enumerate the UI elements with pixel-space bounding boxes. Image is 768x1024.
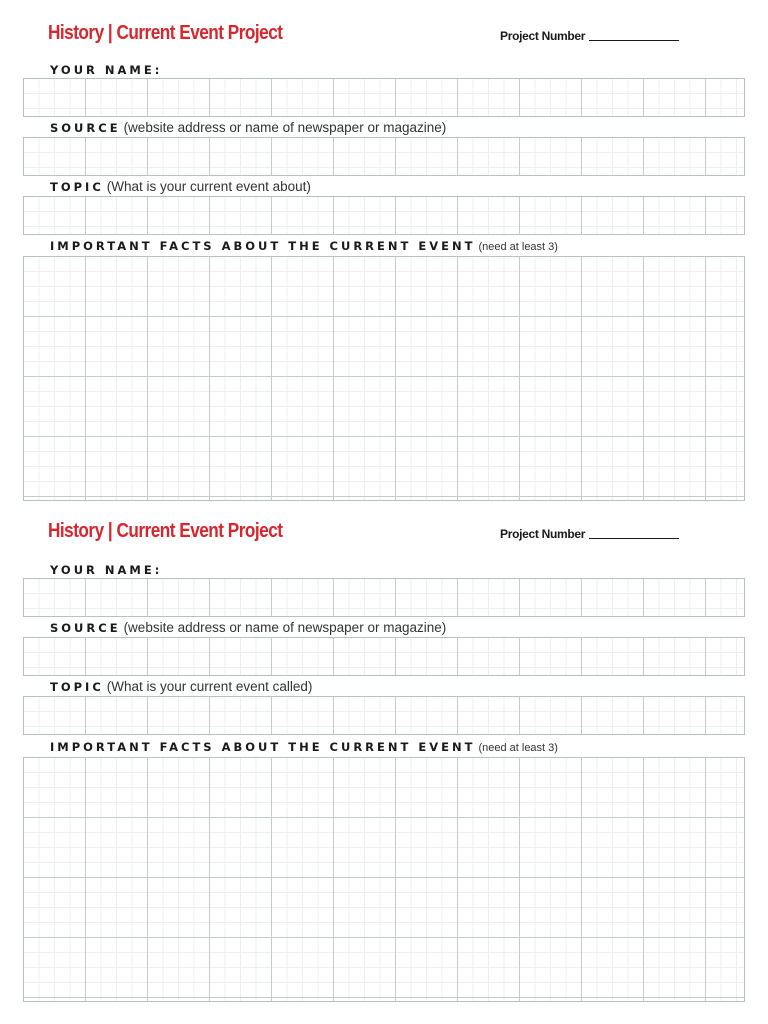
- your-name-grid[interactable]: [23, 578, 745, 617]
- topic-label: TOPIC: [50, 680, 104, 694]
- page-title: History | Current Event Project: [48, 520, 283, 542]
- project-number-field[interactable]: [500, 29, 679, 43]
- topic-hint: (What is your current event called): [106, 679, 313, 694]
- your-name-label: YOUR NAME:: [50, 63, 163, 77]
- project-number-blank[interactable]: [589, 40, 679, 41]
- facts-hint: (need at least 3): [478, 241, 558, 253]
- facts-hint: (need at least 3): [478, 742, 558, 754]
- source-label: SOURCE: [50, 121, 121, 135]
- source-grid[interactable]: [23, 137, 745, 176]
- topic-grid[interactable]: [23, 196, 745, 235]
- facts-label: IMPORTANT FACTS ABOUT THE CURRENT EVENT: [50, 239, 476, 253]
- topic-grid[interactable]: [23, 696, 745, 735]
- source-label-row: [50, 621, 446, 635]
- facts-grid[interactable]: [23, 256, 745, 501]
- topic-label: TOPIC: [50, 180, 104, 194]
- source-hint: (website address or name of newspaper or magazine): [123, 620, 447, 635]
- source-grid[interactable]: [23, 637, 745, 676]
- topic-hint: (What is your current event about): [106, 179, 311, 194]
- your-name-label: YOUR NAME:: [50, 563, 163, 577]
- project-number-label: Project Number: [500, 527, 586, 541]
- topic-label-row: [50, 680, 312, 694]
- project-number-blank[interactable]: [589, 538, 679, 539]
- topic-label-row: [50, 180, 311, 194]
- source-label: SOURCE: [50, 621, 121, 635]
- facts-label-row: [50, 740, 558, 755]
- your-name-grid[interactable]: [23, 78, 745, 117]
- facts-label-row: [50, 239, 558, 254]
- project-number-field[interactable]: [500, 527, 679, 541]
- facts-grid[interactable]: [23, 757, 745, 1002]
- facts-label: IMPORTANT FACTS ABOUT THE CURRENT EVENT: [50, 740, 476, 754]
- source-label-row: [50, 121, 446, 135]
- page-title: History | Current Event Project: [48, 22, 283, 44]
- source-hint: (website address or name of newspaper or magazine): [123, 120, 447, 135]
- project-number-label: Project Number: [500, 29, 586, 43]
